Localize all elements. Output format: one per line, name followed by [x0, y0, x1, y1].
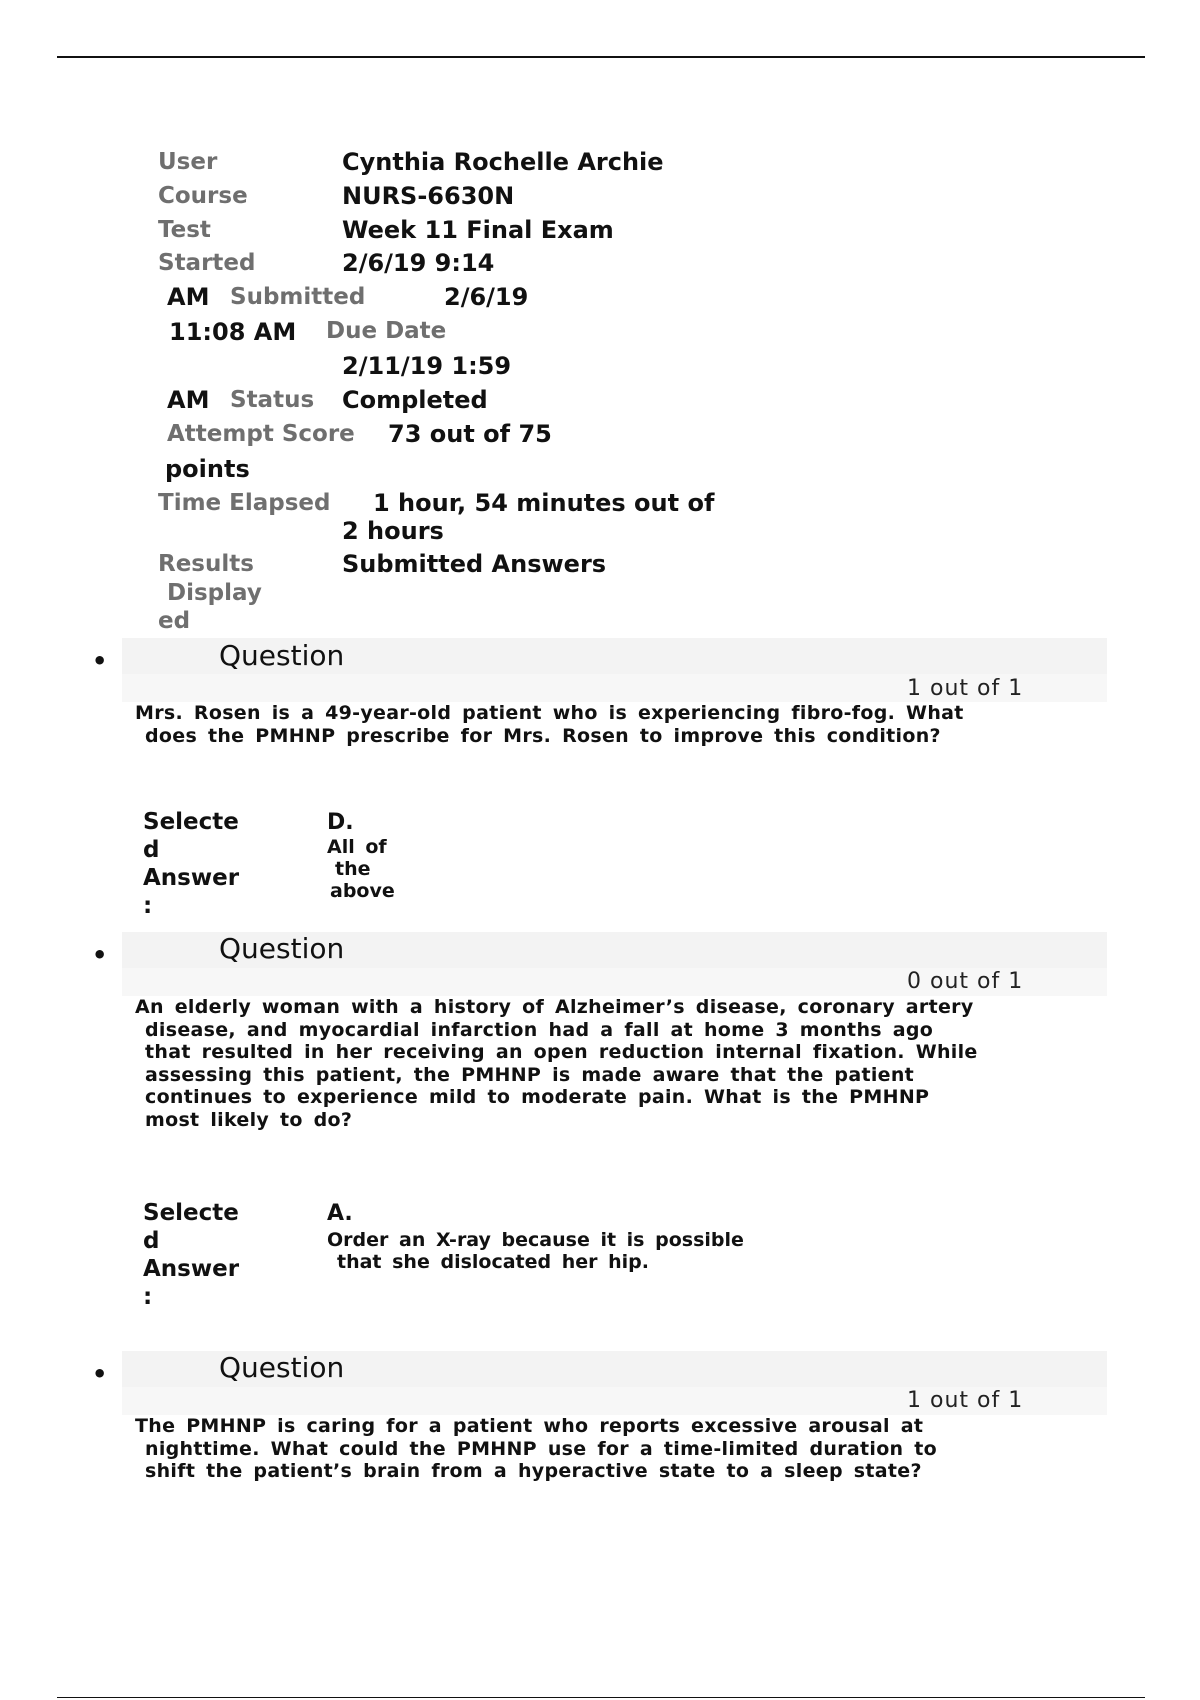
- question-text-line: Mrs. Rosen is a 49-year-old patient who is experiencing fibro-fog. What: [135, 702, 964, 724]
- question-text: [135, 702, 1045, 747]
- time-elapsed-value: 1 hour, 54 minutes out of: [373, 489, 715, 517]
- answer-text: [327, 836, 395, 902]
- due-date-ampm: AM: [167, 386, 210, 414]
- user-value: Cynthia Rochelle Archie: [342, 148, 664, 176]
- top-rule: [57, 56, 1145, 58]
- selected-answer-label-line: Selecte: [143, 809, 239, 835]
- answer-text-line: that she dislocated her hip.: [337, 1251, 649, 1273]
- question-text-line: does the PMHNP prescribe for Mrs. Rosen to improve this condition?: [145, 724, 941, 747]
- status-label: Status: [230, 387, 315, 413]
- question-text: [135, 1415, 1045, 1483]
- question-title: Question: [219, 932, 345, 965]
- attempt-score-value: 73 out of 75: [388, 420, 552, 448]
- answer-text-line: All of: [327, 836, 387, 858]
- due-date-label: Due Date: [326, 318, 447, 344]
- submitted-value: 2/6/19: [444, 283, 529, 311]
- question-title: Question: [219, 639, 345, 672]
- started-ampm: AM: [167, 283, 210, 311]
- question-text-line: assessing this patient, the PMHNP is made aware that the patient: [145, 1063, 915, 1086]
- user-label: User: [158, 149, 218, 175]
- question-text: [135, 996, 1045, 1131]
- question-score: 1 out of 1: [907, 1388, 1024, 1413]
- selected-answer-label-line: Selecte: [143, 1200, 239, 1226]
- bottom-rule: [57, 1697, 1145, 1698]
- course-value: NURS-6630N: [342, 182, 515, 210]
- question-text-line: most likely to do?: [145, 1108, 353, 1131]
- question-text-line: continues to experience mild to moderate pain. What is the PMHNP: [145, 1086, 930, 1108]
- answer-text-line: the: [335, 858, 371, 880]
- attempt-score-unit: points: [165, 455, 250, 483]
- question-text-line: disease, and myocardial infarction had a fall at home 3 months ago: [145, 1018, 934, 1041]
- question-text-line: An elderly woman with a history of Alzheimer’s disease, coronary artery: [135, 996, 974, 1018]
- question-text-line: The PMHNP is caring for a patient who reports excessive arousal at: [135, 1415, 924, 1437]
- submitted-label: Submitted: [230, 284, 366, 310]
- selected-answer-label-line: d: [143, 1228, 160, 1254]
- question-score: 1 out of 1: [907, 676, 1024, 701]
- question-text-line: that resulted in her receiving an open reduction internal fixation. While: [145, 1041, 978, 1063]
- status-value: Completed: [342, 386, 488, 414]
- selected-answer-label-line: d: [143, 837, 160, 863]
- time-elapsed-value-2: 2 hours: [342, 517, 444, 545]
- selected-answer-label: [143, 808, 239, 920]
- test-label: Test: [158, 217, 211, 243]
- question-text-line: shift the patient’s brain from a hyperactive state to a sleep state?: [145, 1460, 922, 1482]
- results-value: Submitted Answers: [342, 550, 607, 578]
- answer-text-line: above: [330, 880, 395, 902]
- started-value: 2/6/19 9:14: [342, 249, 495, 277]
- question-title: Question: [219, 1351, 345, 1384]
- selected-answer-label-line: :: [143, 893, 153, 919]
- selected-answer-label-line: Answer: [143, 865, 240, 891]
- bullet: •: [92, 1360, 108, 1388]
- results-label-3: ed: [158, 608, 191, 634]
- time-elapsed-label: Time Elapsed: [158, 490, 331, 516]
- question-score: 0 out of 1: [907, 969, 1024, 994]
- bullet: •: [92, 941, 108, 969]
- selected-answer-label-line: :: [143, 1284, 153, 1310]
- answer-letter: D.: [327, 810, 354, 835]
- course-label: Course: [158, 183, 248, 209]
- results-label-2: Display: [167, 580, 262, 606]
- answer-text: [327, 1229, 744, 1273]
- selected-answer-label: [143, 1199, 239, 1311]
- started-label: Started: [158, 250, 256, 276]
- bullet: •: [92, 647, 108, 675]
- attempt-score-label: Attempt Score: [167, 421, 355, 447]
- answer-letter: A.: [327, 1201, 353, 1226]
- submitted-time: 11:08 AM: [169, 318, 297, 346]
- question-text-line: nighttime. What could the PMHNP use for a time-limited duration to: [145, 1437, 938, 1460]
- test-value: Week 11 Final Exam: [342, 216, 614, 244]
- results-label: Results: [158, 551, 254, 577]
- due-date-value: 2/11/19 1:59: [342, 352, 512, 380]
- answer-text-line: Order an X-ray because it is possible: [327, 1229, 744, 1251]
- selected-answer-label-line: Answer: [143, 1256, 240, 1282]
